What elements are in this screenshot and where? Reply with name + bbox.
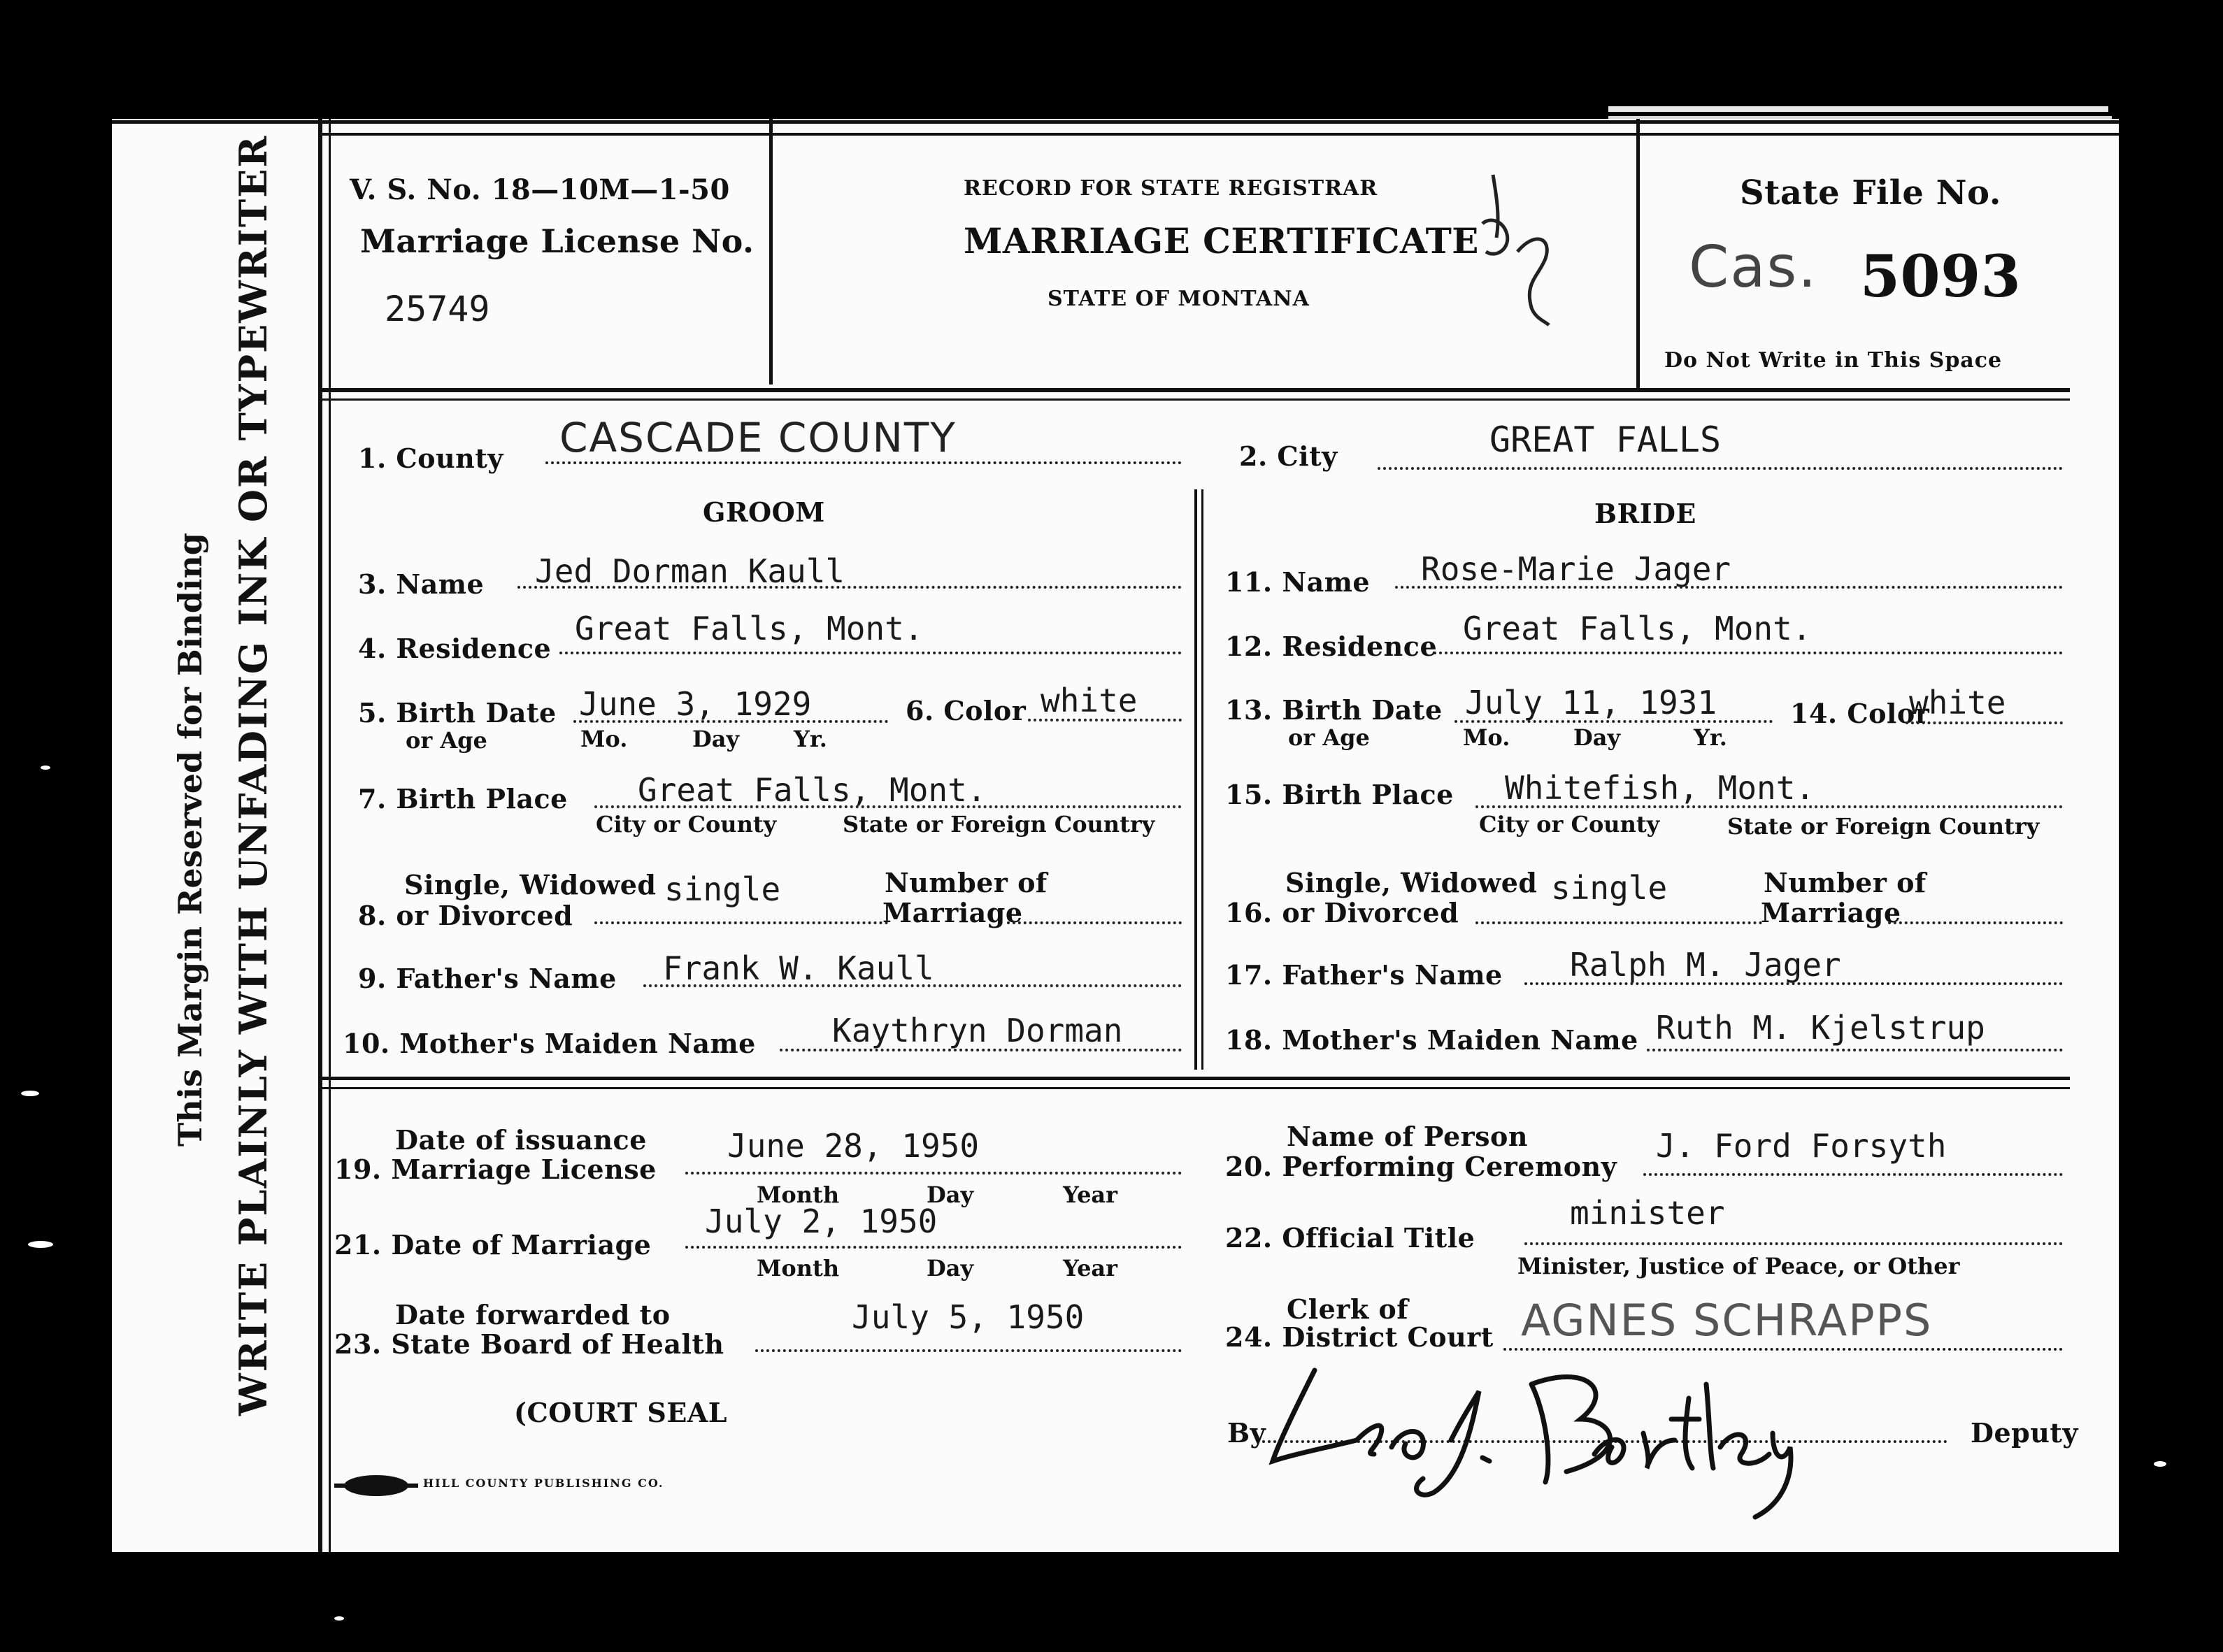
bride-yr: Yr. bbox=[1694, 724, 1727, 751]
header-divider bbox=[769, 119, 773, 385]
clerk-label-2: 24. District Court bbox=[1225, 1321, 1494, 1353]
bride-birth-date-label: 13. Birth Date bbox=[1225, 694, 1443, 726]
groom-mother-line bbox=[780, 1049, 1182, 1051]
groom-father-label: 9. Father's Name bbox=[358, 963, 617, 994]
groom-marriage-word: Marriage bbox=[882, 897, 1023, 928]
state-file-label: State File No. bbox=[1740, 173, 2001, 213]
bride-father-label: 17. Father's Name bbox=[1225, 959, 1503, 991]
marriage-date-line bbox=[685, 1246, 1182, 1249]
certificate-title: MARRIAGE CERTIFICATE bbox=[964, 220, 1479, 261]
groom-birth-date-label: 5. Birth Date bbox=[358, 697, 557, 728]
groom-heading: GROOM bbox=[703, 496, 825, 528]
bride-or-divorced-label: 16. or Divorced bbox=[1225, 897, 1459, 928]
city-line bbox=[1378, 467, 2063, 470]
groom-mother-label: 10. Mother's Maiden Name bbox=[343, 1028, 756, 1059]
county-label: 1. County bbox=[358, 443, 503, 474]
signature-text bbox=[1280, 1468, 1362, 1479]
bride-mother-label: 18. Mother's Maiden Name bbox=[1225, 1024, 1638, 1056]
header-bottom-rule bbox=[322, 398, 2070, 401]
state-file-number: 5093 bbox=[1860, 243, 2022, 310]
groom-birth-place-label: 7. Birth Place bbox=[358, 783, 568, 814]
bride-father: Ralph M. Jager bbox=[1570, 946, 1841, 984]
clerk-value: AGNES SCHRAPPS bbox=[1521, 1295, 1933, 1346]
person-label-2: 20. Performing Ceremony bbox=[1225, 1151, 1617, 1182]
bride-single-label: Single, Widowed bbox=[1285, 867, 1538, 898]
bride-status-line bbox=[1475, 921, 1762, 924]
film-speck bbox=[28, 1241, 53, 1248]
city-value: GREAT FALLS bbox=[1489, 419, 1722, 460]
bride-city-or-county: City or County bbox=[1479, 811, 1660, 838]
margin-divider bbox=[318, 119, 322, 1552]
person-line bbox=[1643, 1173, 2063, 1176]
county-value: CASCADE COUNTY bbox=[559, 414, 957, 461]
bride-day: Day bbox=[1573, 724, 1621, 751]
lower-section-rule bbox=[322, 1077, 2070, 1080]
bride-mother-line bbox=[1647, 1049, 2063, 1051]
issuance-year: Year bbox=[1063, 1181, 1118, 1208]
court-seal: (COURT SEAL bbox=[514, 1397, 727, 1428]
license-label: Marriage License No. bbox=[360, 222, 755, 260]
issuance-day: Day bbox=[927, 1181, 974, 1208]
top-border bbox=[112, 120, 2119, 124]
forwarded-value: July 5, 1950 bbox=[852, 1298, 1085, 1336]
initials-mark bbox=[1468, 168, 1573, 336]
registrar-line: RECORD FOR STATE REGISTRAR bbox=[964, 176, 1378, 201]
bride-marriage-line bbox=[1888, 921, 2063, 924]
film-speck bbox=[334, 1616, 344, 1621]
film-speck bbox=[21, 1091, 39, 1096]
groom-mo: Mo. bbox=[580, 726, 628, 752]
bride-birth-place: Whitefish, Mont. bbox=[1505, 769, 1815, 807]
deputy-label: Deputy bbox=[1971, 1417, 2078, 1449]
by-label: By bbox=[1227, 1417, 1266, 1449]
write-plainly-note: WRITE PLAINLY WITH UNFADING INK OR TYPEWRITER bbox=[231, 134, 276, 1416]
bride-mother: Ruth M. Kjelstrup bbox=[1656, 1009, 1985, 1047]
groom-status-line bbox=[594, 921, 888, 924]
issuance-label-1: Date of issuance bbox=[395, 1124, 647, 1156]
groom-birth-date: June 3, 1929 bbox=[579, 685, 812, 723]
bride-state-or-country: State or Foreign Country bbox=[1727, 813, 2040, 840]
groom-state-or-country: State or Foreign Country bbox=[843, 811, 1155, 838]
bride-name-label: 11. Name bbox=[1225, 566, 1371, 598]
bride-or-age: or Age bbox=[1288, 724, 1370, 751]
forwarded-label-2: 23. State Board of Health bbox=[334, 1328, 724, 1360]
bride-number-of: Number of bbox=[1764, 867, 1927, 898]
person-value: J. Ford Forsyth bbox=[1656, 1127, 1947, 1165]
do-not-write-note: Do Not Write in This Space bbox=[1664, 348, 2003, 373]
bride-birth-place-line bbox=[1475, 805, 2063, 808]
groom-mother: Kaythryn Dorman bbox=[832, 1012, 1123, 1049]
deputy-signature bbox=[1252, 1342, 1839, 1524]
state-line: STATE OF MONTANA bbox=[1048, 287, 1310, 311]
center-divider bbox=[1201, 489, 1203, 1070]
groom-residence-line bbox=[559, 652, 1182, 654]
bride-residence-label: 12. Residence bbox=[1225, 631, 1438, 662]
city-label: 2. City bbox=[1239, 440, 1338, 472]
groom-birth-place-line bbox=[594, 805, 1182, 808]
marriage-date-label: 21. Date of Marriage bbox=[334, 1229, 652, 1260]
marriage-day: Day bbox=[927, 1255, 974, 1281]
groom-city-or-county: City or County bbox=[596, 811, 777, 838]
title-value: minister bbox=[1570, 1194, 1725, 1232]
groom-marriage-line bbox=[1007, 921, 1182, 924]
binding-margin-note: This Margin Reserved for Binding bbox=[171, 533, 209, 1147]
groom-name-label: 3. Name bbox=[358, 568, 485, 600]
center-divider bbox=[1194, 489, 1197, 1070]
title-line bbox=[1524, 1242, 2063, 1245]
clerk-label-1: Clerk of bbox=[1287, 1293, 1409, 1325]
bride-name-line bbox=[1395, 586, 2063, 589]
title-label: 22. Official Title bbox=[1225, 1222, 1475, 1254]
title-hint: Minister, Justice of Peace, or Other bbox=[1517, 1253, 1960, 1279]
marriage-year: Year bbox=[1063, 1255, 1118, 1281]
groom-birth-date-line bbox=[573, 720, 888, 723]
bride-mo: Mo. bbox=[1463, 724, 1510, 751]
film-speck bbox=[41, 766, 50, 770]
forwarded-label-1: Date forwarded to bbox=[395, 1299, 671, 1330]
bride-status: single bbox=[1551, 869, 1668, 907]
groom-or-age: or Age bbox=[406, 727, 487, 754]
groom-color: white bbox=[1041, 682, 1138, 719]
bride-heading: BRIDE bbox=[1594, 498, 1696, 529]
bride-color-line bbox=[1906, 721, 2063, 724]
person-label-1: Name of Person bbox=[1287, 1121, 1529, 1152]
bride-birth-place-label: 15. Birth Place bbox=[1225, 779, 1454, 810]
paper-edge bbox=[1608, 106, 2108, 112]
groom-color-line bbox=[1028, 719, 1182, 721]
groom-number-of: Number of bbox=[885, 867, 1048, 898]
bride-residence-line bbox=[1434, 652, 2063, 654]
forwarded-line bbox=[755, 1349, 1182, 1352]
header-bottom-rule bbox=[322, 388, 2070, 392]
bride-birth-date-line bbox=[1454, 720, 1773, 723]
bride-father-line bbox=[1524, 982, 2063, 985]
groom-color-label: 6. Color bbox=[906, 695, 1027, 726]
groom-day: Day bbox=[692, 726, 740, 752]
groom-or-divorced-label: 8. or Divorced bbox=[358, 900, 573, 931]
issuance-value: June 28, 1950 bbox=[727, 1127, 980, 1165]
marriage-month: Month bbox=[757, 1255, 840, 1281]
lower-section-rule bbox=[322, 1087, 2070, 1089]
margin-divider bbox=[329, 119, 331, 1552]
groom-residence: Great Falls, Mont. bbox=[575, 610, 924, 647]
bride-name: Rose-Marie Jager bbox=[1421, 550, 1731, 588]
groom-status: single bbox=[664, 870, 781, 908]
bride-marriage-word: Marriage bbox=[1761, 897, 1901, 928]
state-file-prefix: Cas. bbox=[1689, 234, 1818, 301]
bride-color-label: 14. Color bbox=[1790, 698, 1930, 729]
groom-name: Jed Dorman Kaull bbox=[535, 552, 845, 590]
bride-color: white bbox=[1909, 684, 2006, 721]
publisher-mark-icon bbox=[334, 1470, 418, 1501]
issuance-label-2: 19. Marriage License bbox=[334, 1154, 657, 1185]
groom-yr: Yr. bbox=[794, 726, 827, 752]
groom-father-line bbox=[643, 984, 1182, 987]
license-number: 25749 bbox=[385, 289, 490, 329]
county-line bbox=[545, 461, 1182, 464]
groom-single-label: Single, Widowed bbox=[404, 869, 657, 900]
groom-name-line bbox=[517, 586, 1182, 589]
top-border bbox=[322, 133, 2119, 136]
groom-father: Frank W. Kaull bbox=[663, 949, 934, 987]
bride-residence: Great Falls, Mont. bbox=[1463, 610, 1812, 647]
bride-birth-date: July 11, 1931 bbox=[1465, 684, 1717, 721]
publisher-name: HILL COUNTY PUBLISHING CO. bbox=[423, 1477, 664, 1490]
marriage-date: July 2, 1950 bbox=[705, 1202, 938, 1240]
header-divider bbox=[1636, 119, 1640, 392]
issuance-line bbox=[685, 1172, 1182, 1175]
groom-birth-place: Great Falls, Mont. bbox=[638, 771, 987, 809]
film-speck bbox=[2154, 1461, 2166, 1467]
form-code: V. S. No. 18—10M—1-50 bbox=[350, 173, 730, 206]
groom-residence-label: 4. Residence bbox=[358, 633, 552, 664]
issuance-month: Month bbox=[757, 1181, 840, 1208]
